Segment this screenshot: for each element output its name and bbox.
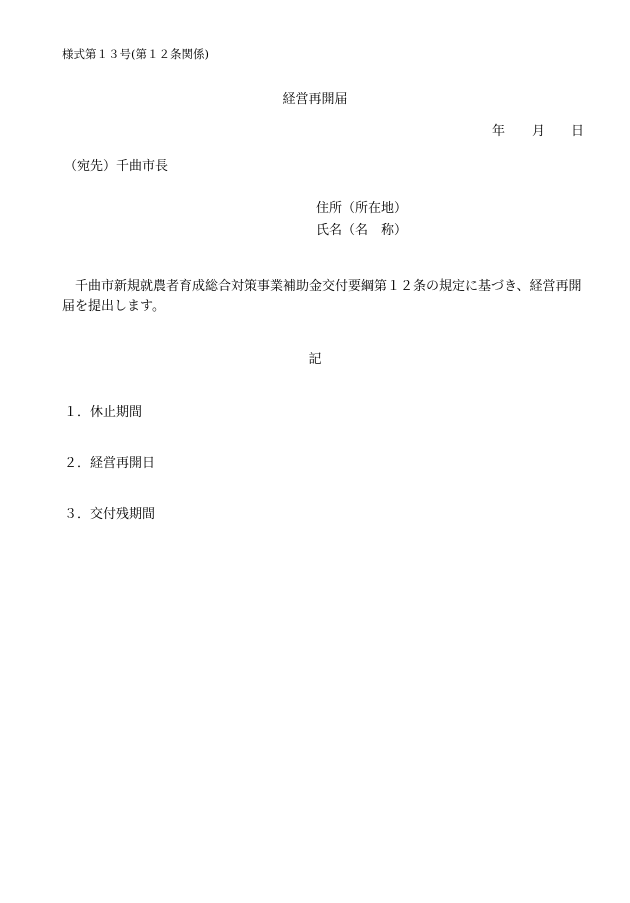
addressee: （宛先）千曲市長 [64, 159, 169, 174]
ki-heading: 記 [308, 352, 322, 367]
date-month-label: 月 [532, 124, 546, 139]
document-title: 経営再開届 [282, 92, 348, 107]
applicant-name-label: 氏名（名 称） [316, 223, 408, 238]
form-number: 様式第１３号(第１２条関係) [62, 47, 209, 61]
date-year-label: 年 [492, 124, 506, 139]
applicant-address-label: 住所（所在地） [316, 201, 408, 216]
list-item-resumption-date: ２．経営再開日 [64, 456, 156, 471]
date-day-label: 日 [571, 124, 585, 139]
body-paragraph: 千曲市新規就農者育成総合対策事業補助金交付要綱第１２条の規定に基づき、経営再開届を提出します。 [62, 279, 582, 314]
list-item-remaining-period: ３．交付残期間 [64, 507, 156, 522]
list-item-suspension-period: １．休止期間 [64, 405, 143, 420]
